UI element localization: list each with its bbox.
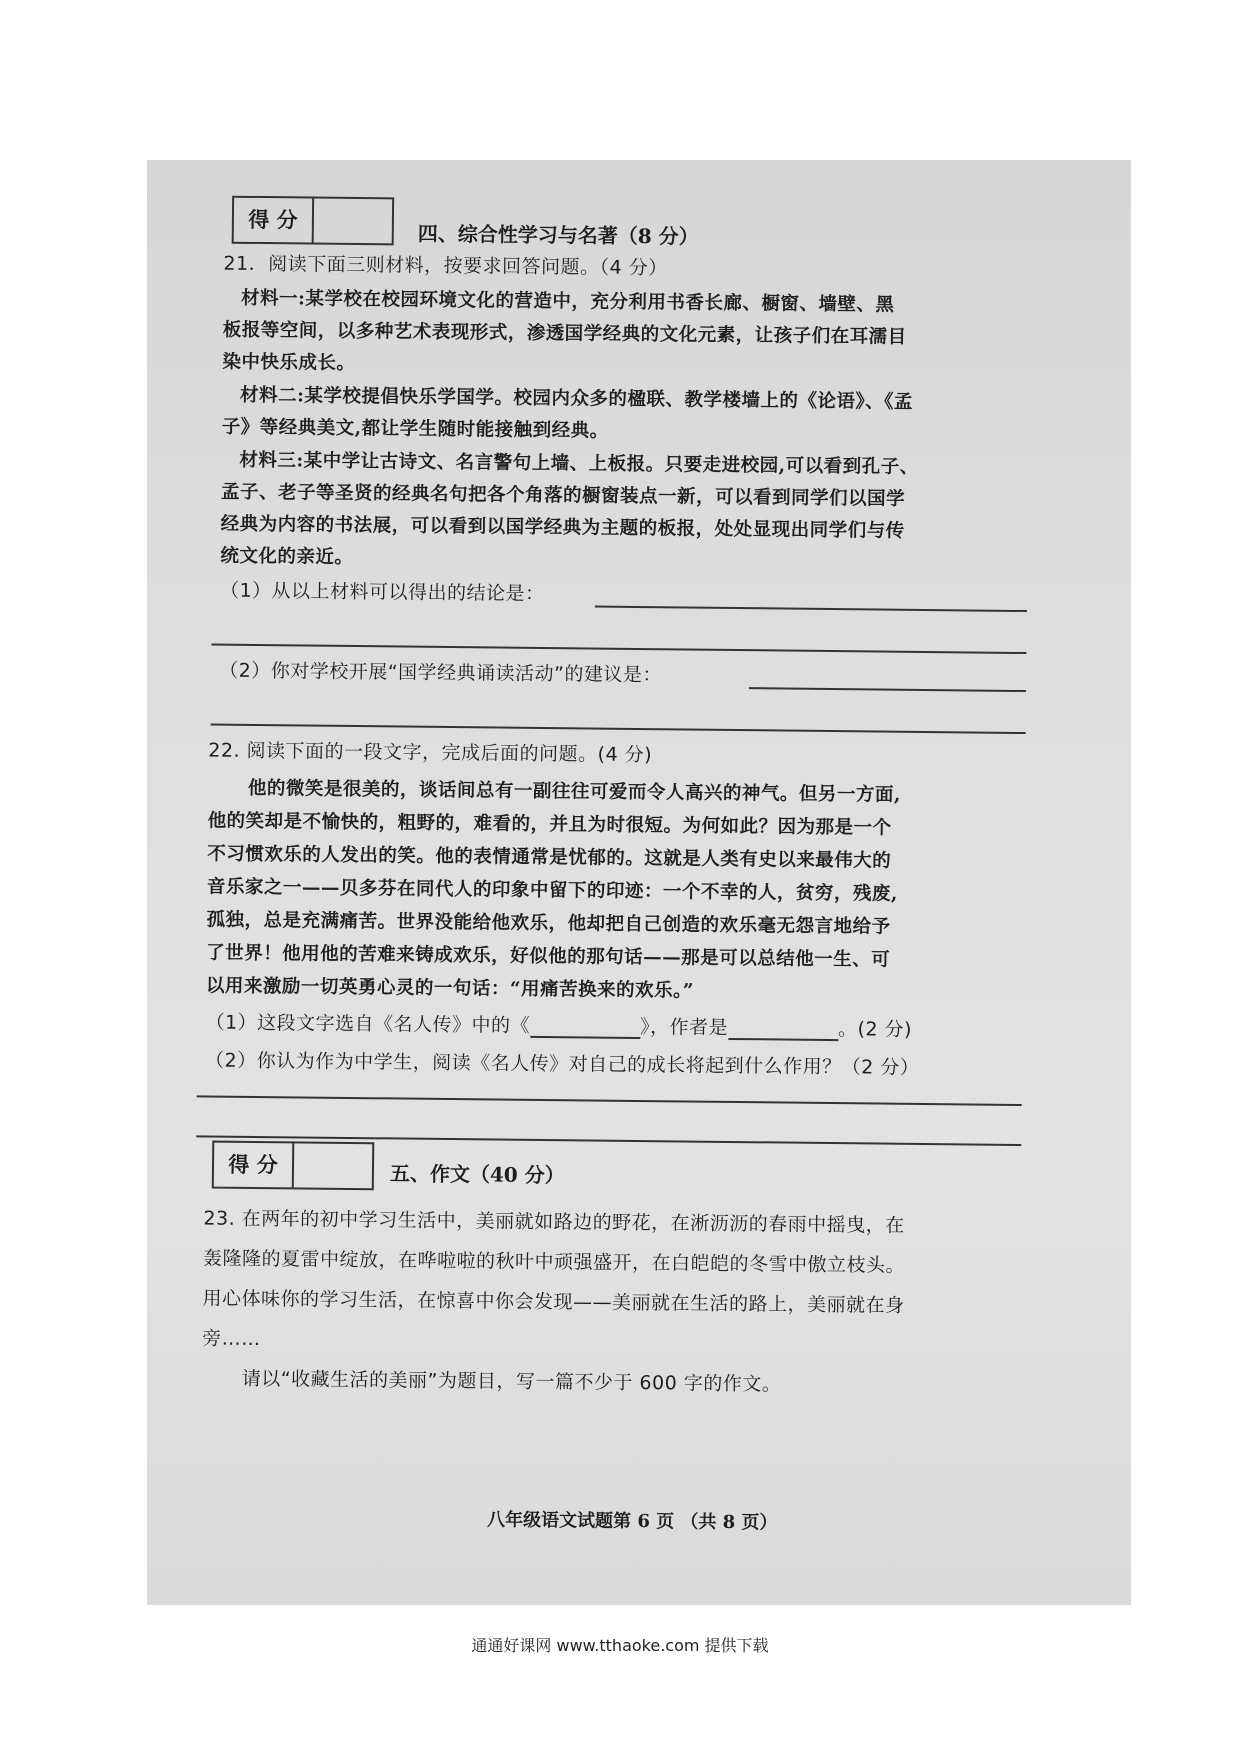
answer-line[interactable] <box>749 687 1026 692</box>
fill-blank-author[interactable] <box>728 1020 838 1041</box>
exam-page-photo <box>147 160 1131 1605</box>
q22-passage-line4: 音乐家之一——贝多芬在同代人的印象中留下的印迹：一个不幸的人，贫穷，残废, <box>206 876 898 905</box>
q22-sub1-part3: 。(2 分) <box>837 1018 913 1041</box>
q22-sub1-part2: 》，作者是 <box>639 1016 729 1039</box>
q22-passage-line5: 孤独，总是充满痛苦。世界没能给他欢乐，他却把自己创造的欢乐毫无怨言地给予 <box>206 909 891 938</box>
score-label: 得 分 <box>214 1143 294 1188</box>
q21-sub2: （2）你对学校开展“国学经典诵读活动”的建议是： <box>219 659 663 687</box>
exam-sheet <box>147 160 1131 1605</box>
q21-material2-line1: 材料二:某学校提倡快乐学国学。校园内众多的楹联、教学楼墙上的《论语》、《孟 <box>239 384 913 413</box>
q21-material1-line3: 染中快乐成长。 <box>222 351 356 375</box>
q22-sub2: （2）你认为作为中学生，阅读《名人传》对自己的成长将起到什么作用？（2 分） <box>204 1049 920 1079</box>
q21-sub1: （1）从以上材料可以得出的结论是： <box>219 579 545 605</box>
download-caption: 通通好课网 www.tthaoke.com 提供下载 <box>471 1636 769 1655</box>
q22-passage-line2: 他的笑却是不愉快的，粗野的，难看的，并且为时很短。为何如此？因为那是一个 <box>207 810 892 839</box>
q21-material3-line2: 孟子、老子等圣贤的经典名句把各个角落的橱窗装点一新，可以看到同学们以国学 <box>220 481 906 510</box>
score-box-section4 <box>232 196 394 246</box>
q22-sub1 <box>205 1007 912 1041</box>
q23-line3: 用心体味你的学习生活，在惊喜中你会发现——美丽就在生活的路上，美丽就在身 <box>202 1287 905 1317</box>
q21-stem: 21．阅读下面三则材料，按要求回答问题。（4 分） <box>223 252 668 280</box>
q21-material2-line2: 子》等经典美文,都让学生随时能接触到经典。 <box>221 416 609 442</box>
fill-blank-chapter[interactable] <box>530 1018 640 1039</box>
q22-stem: 22. 阅读下面的一段文字，完成后面的问题。(4 分) <box>208 739 653 767</box>
q22-passage-line3: 不习惯欢乐的人发出的笑。他的表情通常是忧郁的。这就是人类有史以来最伟大的 <box>207 843 892 872</box>
answer-line[interactable] <box>211 644 1026 655</box>
score-blank <box>314 199 392 244</box>
q23-line4: 旁…… <box>202 1327 261 1351</box>
q21-material3-line4: 统文化的亲近。 <box>220 545 354 568</box>
score-box-section5 <box>212 1141 374 1191</box>
page-footer: 八年级语文试题第 6 页 （共 8 页） <box>487 1509 778 1534</box>
q23-line1: 23. 在两年的初中学习生活中，美丽就如路边的野花，在淅沥沥的春雨中摇曳，在 <box>203 1207 905 1237</box>
section4-title: 四、综合性学习与名著（8 分） <box>417 221 699 249</box>
score-blank <box>294 1143 372 1188</box>
q21-material3-line3: 经典为内容的书法展，可以看到以国学经典为主题的板报，处处显现出同学们与传 <box>220 513 905 542</box>
q21-material3-line1: 材料三:某中学让古诗文、名言警句上墙、上板报。只要走进校园,可以看到孔子、 <box>239 449 919 478</box>
answer-line[interactable] <box>595 606 1027 613</box>
q22-passage-line1: 他的微笑是很美的，谈话间总有一副往往可爱而令人高兴的神气。但另一方面, <box>247 777 901 806</box>
answer-line[interactable] <box>197 1095 1022 1106</box>
q21-material1-line2: 板报等空间，以多种艺术表现形式，渗透国学经典的文化元素，让孩子们在耳濡目 <box>222 319 907 348</box>
q23-prompt: 请以“收藏生活的美丽”为题目，写一篇不少于 600 字的作文。 <box>241 1367 782 1396</box>
q23-line2: 轰隆隆的夏雷中绽放，在哗啦啦的秋叶中顽强盛开，在白皑皑的冬雪中傲立枝头。 <box>202 1247 906 1277</box>
q22-passage-line7: 以用来激励一切英勇心灵的一句话：“用痛苦换来的欢乐。” <box>205 975 695 1002</box>
score-label: 得 分 <box>234 198 314 243</box>
q22-sub1-part1: （1）这段文字选自《名人传》中的《 <box>205 1011 531 1037</box>
q22-passage-line6: 了世界！他用他的苦难来铸成欢乐，好似他的那句话——那是可以总结他一生、可 <box>206 942 891 971</box>
q21-material1-line1: 材料一:某学校在校园环境文化的营造中，充分利用书香长廊、橱窗、墙壁、黑 <box>240 287 895 316</box>
answer-line[interactable] <box>211 724 1026 735</box>
section5-title: 五、作文（40 分） <box>389 1161 565 1188</box>
